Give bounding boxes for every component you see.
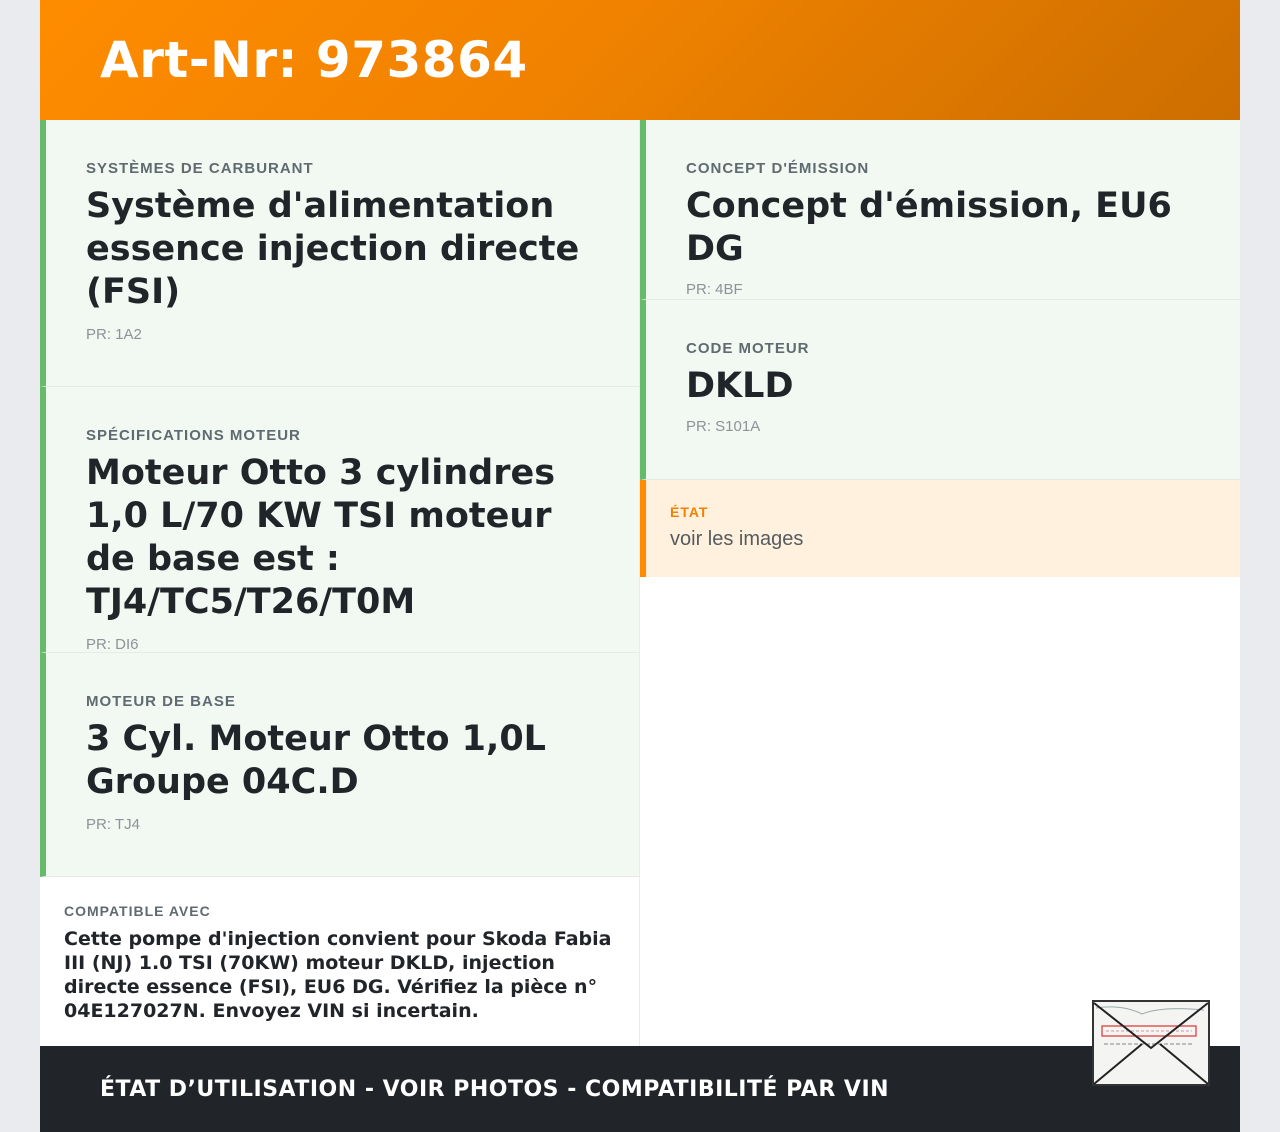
spec-label: CONCEPT D'ÉMISSION — [686, 160, 870, 177]
compatibility-section — [40, 877, 639, 1023]
envelope-stamp-icon — [1092, 1000, 1210, 1086]
spec-grid — [40, 120, 1240, 1046]
spec-card-engine-code — [640, 300, 1240, 480]
spec-pr-code: PR: 4BF — [686, 281, 743, 298]
spec-pr-code: PR: S101A — [686, 418, 761, 435]
compatibility-label: COMPATIBLE AVEC — [64, 903, 211, 919]
spec-card-engine-specs — [40, 387, 639, 653]
spec-card-base-engine — [40, 653, 639, 877]
spec-label: SPÉCIFICATIONS MOTEUR — [86, 427, 301, 444]
footer-bar — [40, 1046, 1240, 1132]
spec-pr-code: PR: 1A2 — [86, 326, 142, 343]
condition-value: voir les images — [670, 528, 804, 550]
page-title: Art-Nr: 973864 — [100, 31, 528, 89]
spec-value: Concept d'émission, EU6 DG — [686, 186, 1172, 269]
compatibility-text: Cette pompe d'injection convient pour Skoda Fabia III (NJ) 1.0 TSI (70KW) moteur DKLD, injection directe essence (FSI), EU6 DG. Vérifiez la pièce n° 04E127027N. Envoyez VIN si incertain. — [64, 928, 612, 1022]
condition-card — [640, 480, 1240, 577]
spec-pr-code: PR: TJ4 — [86, 816, 140, 833]
spec-card-emission-concept — [640, 120, 1240, 300]
spec-value: 3 Cyl. Moteur Otto 1,0L Groupe 04C.D — [86, 719, 546, 802]
right-column — [640, 120, 1240, 1046]
spec-pr-code: PR: DI6 — [86, 636, 139, 653]
spec-label: SYSTÈMES DE CARBURANT — [86, 160, 314, 177]
condition-label: ÉTAT — [670, 504, 709, 520]
spec-value: Moteur Otto 3 cylindres 1,0 L/70 KW TSI moteur de base est : TJ4/TC5/T26/T0M — [86, 453, 556, 622]
spec-label: MOTEUR DE BASE — [86, 693, 236, 710]
page-header — [40, 0, 1240, 120]
left-column — [40, 120, 640, 1046]
footer-text: ÉTAT D’UTILISATION - VOIR PHOTOS - COMPATIBILITÉ PAR VIN — [100, 1076, 890, 1102]
spec-label: CODE MOTEUR — [686, 340, 810, 357]
product-sheet — [40, 0, 1240, 1132]
spec-card-fuel-systems — [40, 120, 639, 387]
spec-value: DKLD — [686, 366, 794, 406]
spec-value: Système d'alimentation essence injection directe (FSI) — [86, 186, 580, 312]
